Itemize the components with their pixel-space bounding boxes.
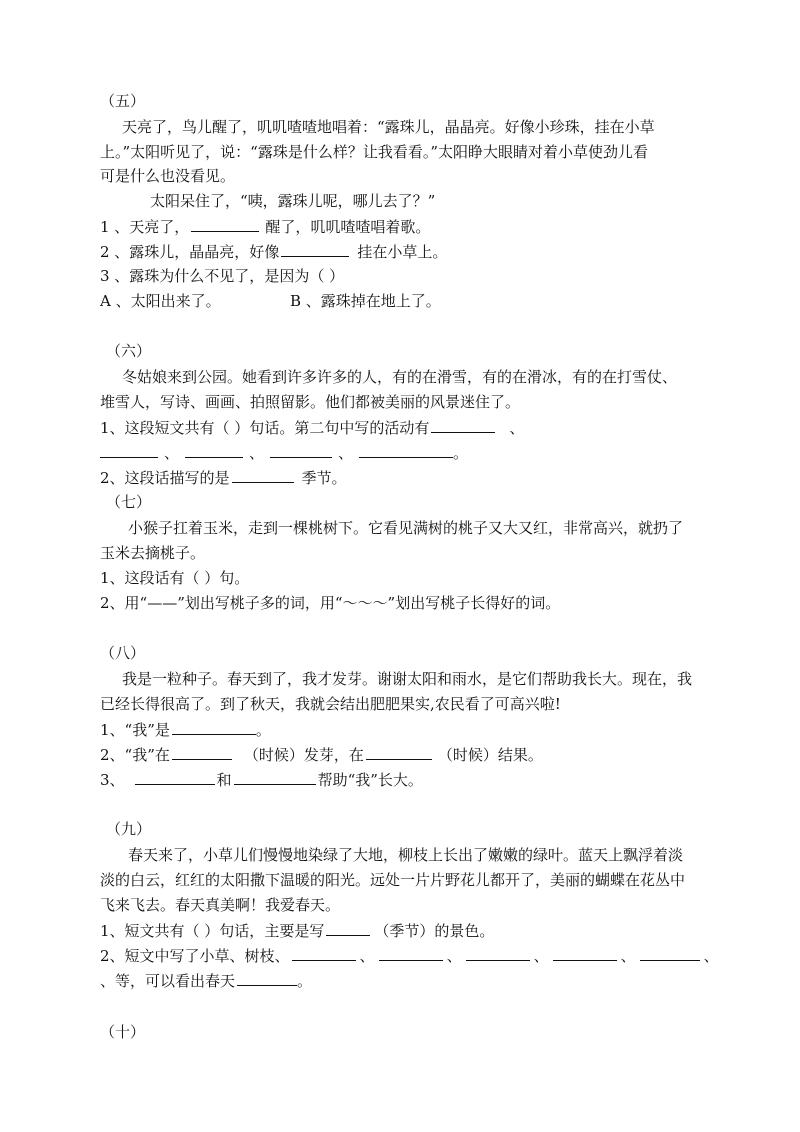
section-9-question-2-cont (100, 970, 312, 991)
answer-blank[interactable] (172, 719, 256, 735)
question-text: 1、短文共有（ ）句话，主要是写 (100, 922, 325, 940)
section-5-para-line-4: 太阳呆住了，“咦，露珠儿呢，哪儿去了？” (150, 192, 436, 210)
answer-blank[interactable] (100, 442, 158, 458)
answer-blank[interactable] (553, 945, 617, 961)
answer-blank[interactable] (281, 241, 349, 257)
section-5-question-3: 3 、露珠为什么不见了，是因为（ ） (100, 267, 345, 285)
section-7-question-1: 1、这段话有（ ）句。 (100, 569, 250, 587)
section-6-question-2 (100, 467, 347, 488)
section-7-para-line-2: 玉米去摘桃子。 (100, 544, 206, 562)
section-8-question-1 (100, 719, 271, 740)
section-5-question-2 (100, 241, 447, 262)
section-5-option-a: A 、太阳出来了。 (100, 292, 221, 310)
question-text: 3、 (100, 771, 125, 789)
section-5-para-line-3: 可是什么也没看见。 (100, 167, 236, 185)
question-text: 季节。 (301, 469, 347, 487)
question-text: （时候）发芽，在 (243, 746, 364, 764)
separator: 、 (703, 947, 719, 965)
section-6-question-1-cont (100, 442, 468, 463)
separator: 、 (359, 947, 375, 965)
section-7-question-2: 2、用“——”划出写桃子多的词，用“～～～”划出写桃子长得好的词。 (100, 594, 561, 612)
question-text: 1 、天亮了， (100, 218, 190, 236)
section-5-question-1 (100, 216, 430, 237)
answer-blank[interactable] (359, 442, 453, 458)
section-9-heading: （九） (106, 820, 152, 838)
separator: 、 (446, 947, 462, 965)
separator: 、 (533, 947, 549, 965)
separator: 。 (255, 721, 271, 739)
section-8-para-line-2: 已经长得很高了。到了秋天，我就会结出肥肥果实,农民看了可高兴啦! (100, 695, 561, 713)
separator: 、 (164, 444, 180, 462)
answer-blank[interactable] (466, 945, 530, 961)
section-8-para-line-1: 我是一粒种子。春天到了，我才发芽。谢谢太阳和雨水，是它们帮助我长大。现在，我 (122, 670, 693, 688)
section-6-para-line-2: 堆雪人，写诗、画画、拍照留影。他们都被美丽的风景迷住了。 (100, 393, 521, 411)
answer-blank[interactable] (292, 945, 356, 961)
question-text: 帮助“我”长大。 (317, 771, 423, 789)
section-9-para-line-2: 淡的白云，红红的太阳撒下温暖的阳光。远处一片片野花儿都开了，美丽的蝴蝶在花丛中 (100, 871, 686, 889)
answer-blank[interactable] (191, 216, 259, 232)
section-9-question-1 (100, 920, 494, 941)
section-6-question-1 (100, 417, 524, 438)
separator: 、 (249, 444, 265, 462)
answer-blank[interactable] (232, 467, 294, 483)
answer-blank[interactable] (379, 945, 443, 961)
section-7-para-line-1: 小猴子扛着玉米，走到一棵桃树下。它看见满树的桃子又大又红，非常高兴，就扔了 (128, 519, 684, 537)
separator: 。 (453, 444, 469, 462)
section-9-para-line-3: 飞来飞去。春天真美啊！我爱春天。 (100, 896, 341, 914)
answer-blank[interactable] (640, 945, 700, 961)
section-8-question-3 (100, 769, 423, 790)
section-5-para-line-2: 上。”太阳听见了，说：“露珠是什么样？让我看看。”太阳睁大眼睛对着小草使劲儿看 (100, 143, 649, 161)
section-5-heading: （五） (100, 92, 146, 110)
separator: 、 (620, 947, 636, 965)
question-text: 1、这段短文共有（ ）句话。第二句中写的活动有 (100, 419, 430, 437)
separator: 。 (297, 972, 313, 990)
question-text: 2、这段话描写的是 (100, 469, 230, 487)
section-5-para-line-1: 天亮了，鸟儿醒了，叽叽喳喳地唱着：“露珠儿，晶晶亮。好像小珍珠，挂在小草 (122, 118, 655, 136)
section-6-heading: （六） (106, 342, 152, 360)
section-6-para-line-1: 冬姑娘来到公园。她看到许多许多的人，有的在滑雪，有的在滑冰，有的在打雪仗、 (122, 368, 678, 386)
section-8-question-2 (100, 744, 543, 765)
question-text: （季节）的景色。 (374, 922, 495, 940)
answer-blank[interactable] (135, 769, 215, 785)
question-text: 挂在小草上。 (357, 243, 448, 261)
answer-blank[interactable] (237, 970, 297, 986)
section-10-heading: （十） (100, 1023, 146, 1041)
section-9-para-line-1: 春天来了，小草儿们慢慢地染绿了大地，柳枝上长出了嫩嫩的绿叶。蓝天上飘浮着淡 (128, 846, 684, 864)
question-text: （时候）结果。 (437, 746, 543, 764)
answer-blank[interactable] (326, 920, 370, 936)
answer-blank[interactable] (234, 769, 316, 785)
answer-blank[interactable] (366, 744, 432, 760)
question-text: 2、“我”在 (100, 746, 170, 764)
section-9-question-2 (100, 945, 719, 966)
question-text: 、等，可以看出春天 (100, 972, 236, 990)
question-text: 2、短文中写了小草、树枝、 (100, 947, 290, 965)
answer-blank[interactable] (185, 442, 243, 458)
answer-blank[interactable] (172, 744, 232, 760)
section-5-option-b: B 、露珠掉在地上了。 (290, 292, 441, 310)
answer-blank[interactable] (431, 417, 495, 433)
question-text: 1、“我”是 (100, 721, 170, 739)
separator: 、 (509, 419, 525, 437)
separator: 、 (338, 444, 354, 462)
question-text: 和 (216, 771, 232, 789)
section-7-heading: （七） (106, 493, 152, 511)
answer-blank[interactable] (270, 442, 332, 458)
question-text: 醒了，叽叽喳喳唱着歌。 (265, 218, 431, 236)
question-text: 2 、露珠儿，晶晶亮，好像 (100, 243, 280, 261)
section-8-heading: （八） (100, 644, 146, 662)
